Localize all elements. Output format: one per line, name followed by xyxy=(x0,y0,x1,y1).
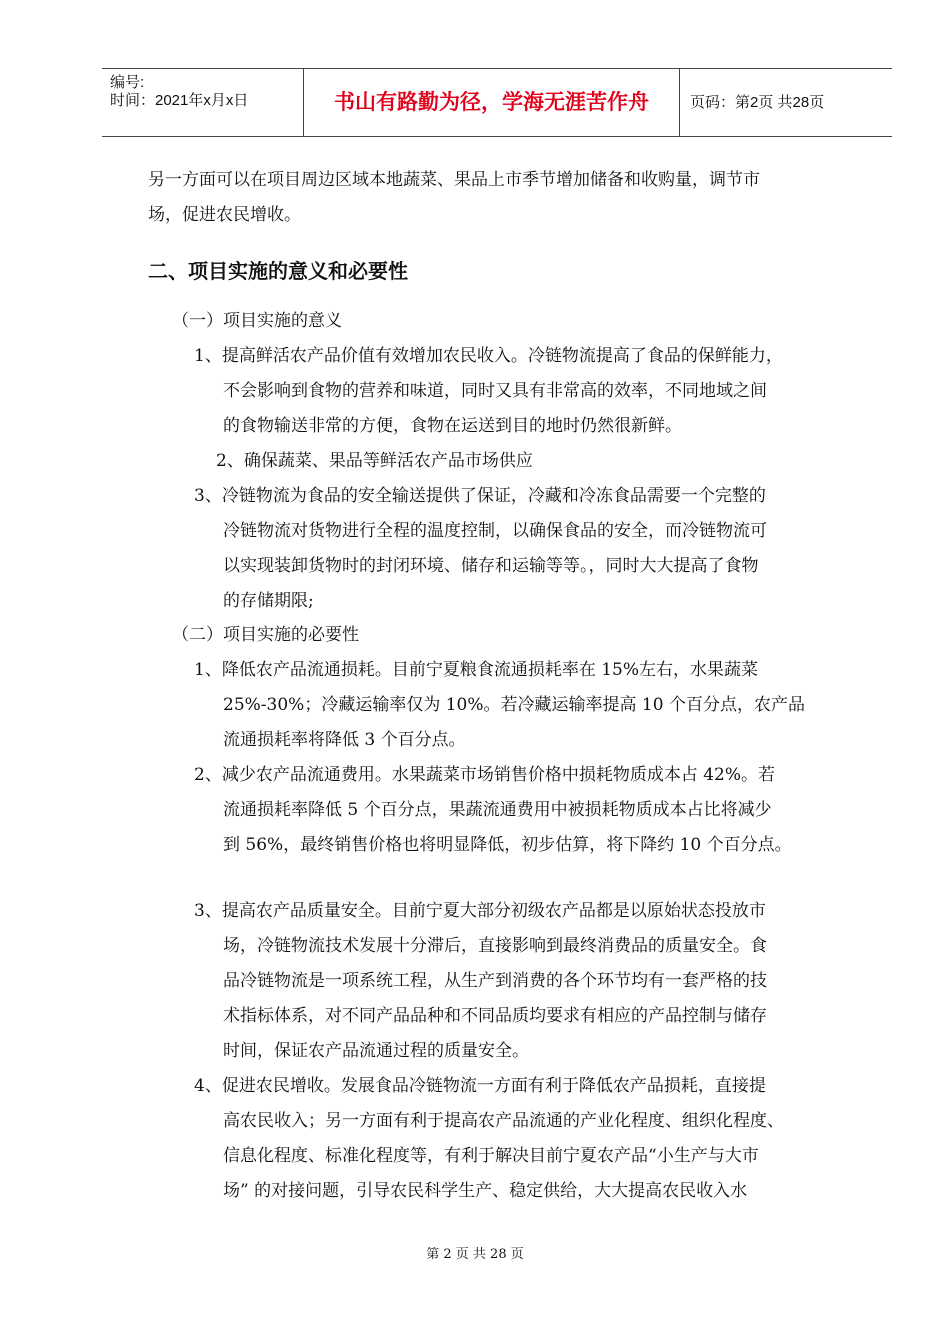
subsection-heading: （二）项目实施的必要性 xyxy=(172,625,359,645)
page-footer: 第 2 页 共 28 页 xyxy=(426,1247,524,1262)
list-item-line: 到 56%，最终销售价格也将明显降低，初步估算，将下降约 10 个百分点。 xyxy=(223,835,792,855)
list-item-line: 2、减少农产品流通费用。水果蔬菜市场销售价格中损耗物质成本占 42%。若 xyxy=(194,765,776,785)
list-item-line: 的存储期限; xyxy=(223,591,314,611)
list-item-line: 不会影响到食物的营养和味道，同时又具有非常高的效率，不同地域之间 xyxy=(223,381,767,401)
header-motto: 书山有路勤为径，学海无涯苦作舟 xyxy=(334,90,649,114)
subsection-heading: （一）项目实施的意义 xyxy=(172,311,342,331)
list-item-line: 3、冷链物流为食品的安全输送提供了保证，冷藏和冷冻食品需要一个完整的 xyxy=(194,486,766,506)
header-left-cell xyxy=(102,69,302,136)
list-item-line: 术指标体系，对不同产品品种和不同品质均要求有相应的产品控制与储存 xyxy=(223,1006,767,1026)
list-item-line: 4、促进农民增收。发展食品冷链物流一方面有利于降低农产品损耗，直接提 xyxy=(194,1076,766,1096)
list-item-line: 流通损耗率降低 5 个百分点，果蔬流通费用中被损耗物质成本占比将减少 xyxy=(223,800,772,820)
list-item-line: 以实现装卸货物时的封闭环境、储存和运输等等。，同时大大提高了食物 xyxy=(223,556,759,576)
list-item-line: 1、提高鲜活农产品价值有效增加农民收入。冷链物流提高了食品的保鲜能力， xyxy=(194,346,783,366)
header-page-info: 页码：第2页 共28页 xyxy=(690,94,825,111)
list-item-line: 时间，保证农产品流通过程的质量安全。 xyxy=(223,1041,529,1061)
header-center-cell xyxy=(303,69,680,136)
time-label: 时间：2021年x月x日 xyxy=(110,92,249,109)
header-right-cell xyxy=(680,69,892,136)
list-item-line: 场” 的对接问题，引导农民科学生产、稳定供给，大大提高农民收入水 xyxy=(223,1181,748,1201)
list-item-line: 3、提高农产品质量安全。目前宁夏大部分初级农产品都是以原始状态投放市 xyxy=(194,901,766,921)
list-item-line: 高农民收入；另一方面有利于提高农产品流通的产业化程度、组织化程度、 xyxy=(223,1111,784,1131)
list-item-line: 25%-30%；冷藏运输率仅为 10%。若冷藏运输率提高 10 个百分点，农产品 xyxy=(223,695,805,715)
list-item-line: 场，冷链物流技术发展十分滞后，直接影响到最终消费品的质量安全。食 xyxy=(223,936,767,956)
list-item-line: 1、降低农产品流通损耗。目前宁夏粮食流通损耗率在 15%左右，水果蔬菜 xyxy=(194,660,759,680)
list-item-line: 品冷链物流是一项系统工程，从生产到消费的各个环节均有一套严格的技 xyxy=(223,971,767,991)
list-item-line: 信息化程度、标准化程度等，有利于解决目前宁夏农产品“小生产与大市 xyxy=(223,1146,759,1166)
list-item-line: 冷链物流对货物进行全程的温度控制，以确保食品的安全，而冷链物流可 xyxy=(223,521,767,541)
number-label: 编号: xyxy=(110,74,145,91)
list-item-line: 流通损耗率将降低 3 个百分点。 xyxy=(223,730,466,750)
section-heading: 二、项目实施的意义和必要性 xyxy=(148,259,408,283)
list-item-line: 2、确保蔬菜、果品等鲜活农产品市场供应 xyxy=(216,451,533,471)
paragraph-line: 另一方面可以在项目周边区域本地蔬菜、果品上市季节增加储备和收购量，调节市 xyxy=(148,170,760,190)
document-header xyxy=(102,68,892,137)
list-item-line: 的食物输送非常的方便，食物在运送到目的地时仍然很新鲜。 xyxy=(223,416,682,436)
paragraph-line: 场，促进农民增收。 xyxy=(148,205,301,225)
